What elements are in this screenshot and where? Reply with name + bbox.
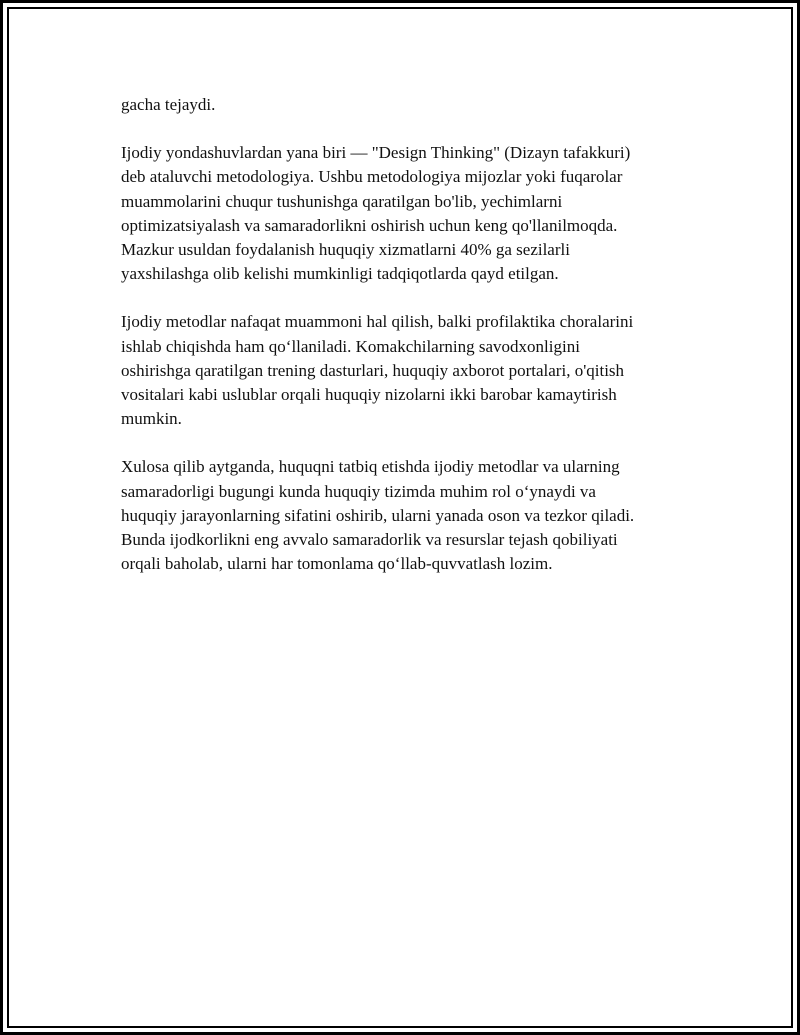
- text-line: deb ataluvchi metodologiya. Ushbu metodologiya mijozlar yoki fuqarolar: [121, 167, 623, 187]
- text-line: Mazkur usuldan foydalanish huquqiy xizmatlarni 40% ga sezilarli: [121, 240, 570, 260]
- paragraph-design-thinking: [121, 141, 701, 286]
- text-line: yaxshilashga olib kelishi mumkinligi tadqiqotlarda qayd etilgan.: [121, 264, 559, 284]
- text-line: Xulosa qilib aytganda, huquqni tatbiq etishda ijodiy metodlar va ularning: [121, 457, 620, 477]
- text-line: gacha tejaydi.: [121, 95, 216, 114]
- text-line: ishlab chiqishda ham qo‘llaniladi. Komakchilarning savodxonligini: [121, 336, 580, 356]
- document-body: [121, 93, 701, 600]
- paragraph-prevention: [121, 310, 701, 431]
- text-line: huquqiy jarayonlarning sifatini oshirib, ularni yanada oson va tezkor qiladi.: [121, 505, 635, 525]
- text-line: Ijodiy metodlar nafaqat muammoni hal qilish, balki profilaktika choralarini: [121, 312, 634, 332]
- text-line: samaradorligi bugungi kunda huquqiy tizimda muhim rol o‘ynaydi va: [121, 481, 596, 501]
- text-line: vositalari kabi uslublar orqali huquqiy nizolarni ikki barobar kamaytirish: [121, 385, 617, 405]
- text-line: optimizatsiyalash va samaradorlikni oshirish uchun keng qo'llanilmoqda.: [121, 215, 618, 235]
- text-line: Ijodiy yondashuvlardan yana biri — "Design Thinking" (Dizayn tafakkuri): [121, 143, 631, 163]
- text-line: oshirishga qaratilgan trening dasturlari, huquqiy axborot portalari, o'qitish: [121, 360, 625, 380]
- paragraph-conclusion: [121, 455, 701, 576]
- paragraph-continuation: [121, 93, 701, 117]
- text-line: muammolarini chuqur tushunishga qaratilgan bo'lib, yechimlarni: [121, 191, 563, 211]
- text-line: orqali baholab, ularni har tomonlama qo‘llab-quvvatlash lozim.: [121, 554, 553, 574]
- text-line: mumkin.: [121, 409, 182, 429]
- text-line: Bunda ijodkorlikni eng avvalo samaradorlik va resurslar tejash qobiliyati: [121, 530, 618, 550]
